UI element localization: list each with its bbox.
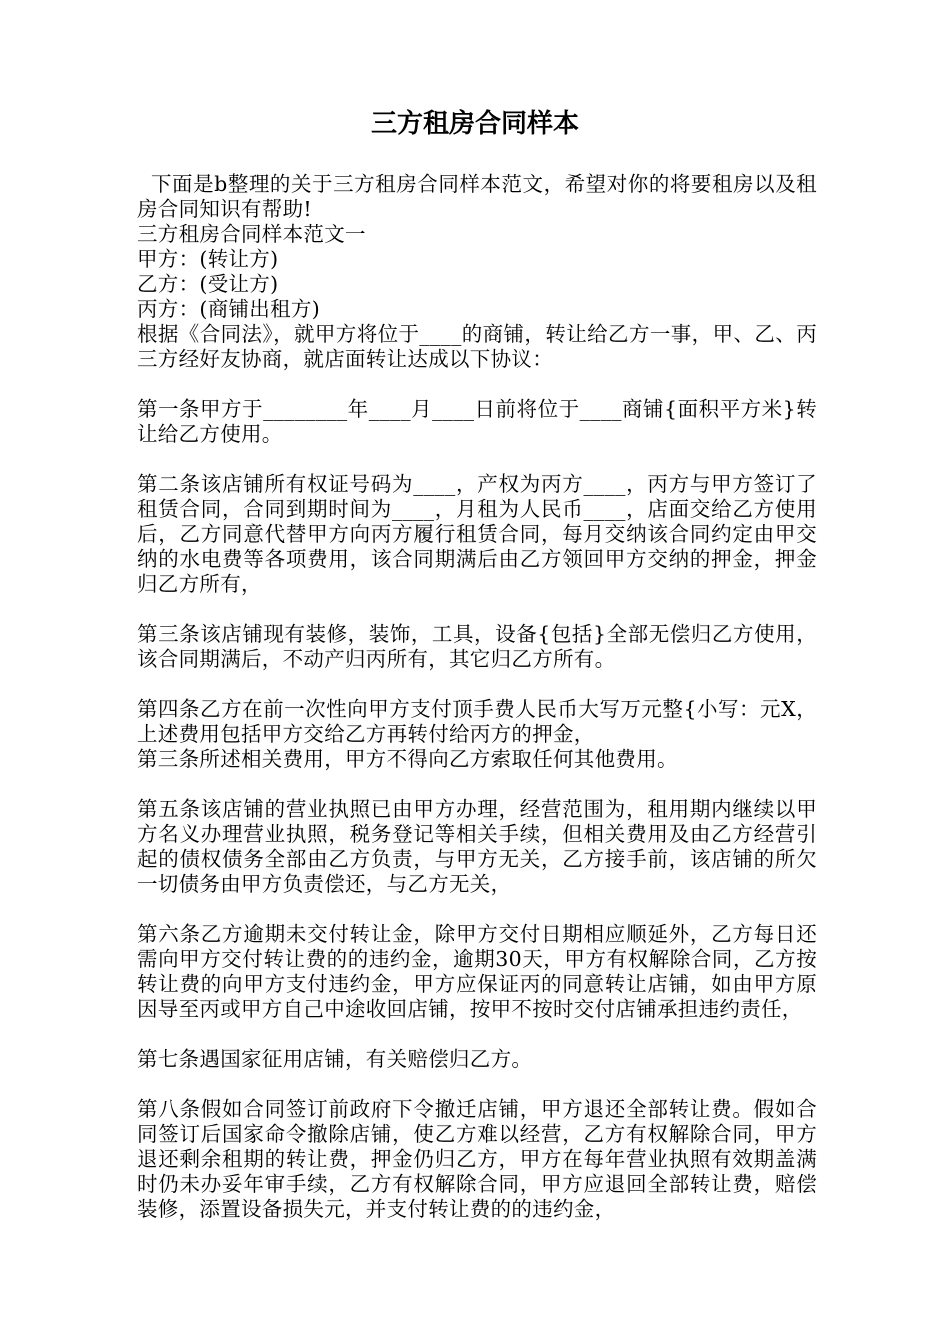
paragraph-gap bbox=[137, 447, 817, 472]
document-body bbox=[137, 172, 817, 1222]
article-4-paragraph: 第四条乙方在前一次性向甲方支付顶手费人民币大写万元整{小写：元X，上述费用包括甲方交给乙方再转付给丙方的押金， bbox=[137, 697, 817, 746]
article-2-paragraph: 第二条该店铺所有权证号码为____，产权为丙方____，丙方与甲方签订了租赁合同，合同到期时间为____，月租为人民币____，店面交给乙方使用后，乙方同意代替甲方向丙方履行租赁合同，每月交纳该合同约定由甲交纳的水电费等各项费用，该合同期满后由乙方领回甲方交纳的押金，押金归乙方所有， bbox=[137, 472, 817, 596]
paragraph-gap bbox=[137, 1022, 817, 1047]
article-4-continuation: 第三条所述相关费用，甲方不得向乙方索取任何其他费用。 bbox=[137, 747, 678, 771]
paragraph-gap bbox=[137, 1072, 817, 1097]
sample-heading: 三方租房合同样本范文一 bbox=[137, 222, 366, 246]
party-c-line: 丙方：(商铺出租方) bbox=[137, 297, 320, 321]
article-5-paragraph: 第五条该店铺的营业执照已由甲方办理，经营范围为，租用期内继续以甲方名义办理营业执照，税务登记等相关手续，但相关费用及由乙方经营引起的债权债务全部由乙方负责，与甲方无关，乙方接手前，该店铺的所欠一切债务由甲方负责偿还，与乙方无关， bbox=[137, 797, 817, 896]
article-6-paragraph: 第六条乙方逾期未交付转让金，除甲方交付日期相应顺延外，乙方每日还需向甲方交付转让费的的违约金，逾期30天，甲方有权解除合同，乙方按转让费的向甲方支付违约金，甲方应保证丙的同意转让店铺，如由甲方原因导至丙或甲方自己中途收回店铺，按甲不按时交付店铺承担违约责任， bbox=[137, 922, 817, 1021]
party-b-line: 乙方：(受让方) bbox=[137, 272, 279, 296]
intro-paragraph: 下面是b整理的关于三方租房合同样本范文，希望对你的将要租房以及租房合同知识有帮助! bbox=[137, 172, 817, 221]
paragraph-gap bbox=[137, 372, 817, 397]
paragraph-gap bbox=[137, 772, 817, 797]
paragraph-gap bbox=[137, 672, 817, 697]
party-a-line: 甲方：(转让方) bbox=[137, 247, 279, 271]
preamble-paragraph: 根据《合同法》，就甲方将位于____的商铺，转让给乙方一事，甲、乙、丙三方经好友协商，就店面转让达成以下协议： bbox=[137, 322, 817, 371]
paragraph-gap bbox=[137, 597, 817, 622]
article-1-paragraph: 第一条甲方于________年____月____日前将位于____商铺{面积平方米}转让给乙方使用。 bbox=[137, 397, 817, 446]
document-title: 三方租房合同样本 bbox=[370, 109, 579, 139]
article-7-paragraph: 第七条遇国家征用店铺，有关赔偿归乙方。 bbox=[137, 1047, 533, 1071]
article-3-paragraph: 第三条该店铺现有装修，装饰，工具，设备{包括}全部无偿归乙方使用，该合同期满后，不动产归丙所有，其它归乙方所有。 bbox=[137, 622, 817, 671]
article-8-paragraph: 第八条假如合同签订前政府下令撤迁店铺，甲方退还全部转让费。假如合同签订后国家命令撤除店铺，使乙方难以经营，乙方有权解除合同，甲方退还剩余租期的转让费，押金仍归乙方，甲方在每年营业执照有效期盖满时仍未办妥年审手续，乙方有权解除合同，甲方应退回全部转让费，赔偿装修，添置设备损失元，并支付转让费的的违约金， bbox=[137, 1097, 817, 1221]
paragraph-gap bbox=[137, 897, 817, 922]
